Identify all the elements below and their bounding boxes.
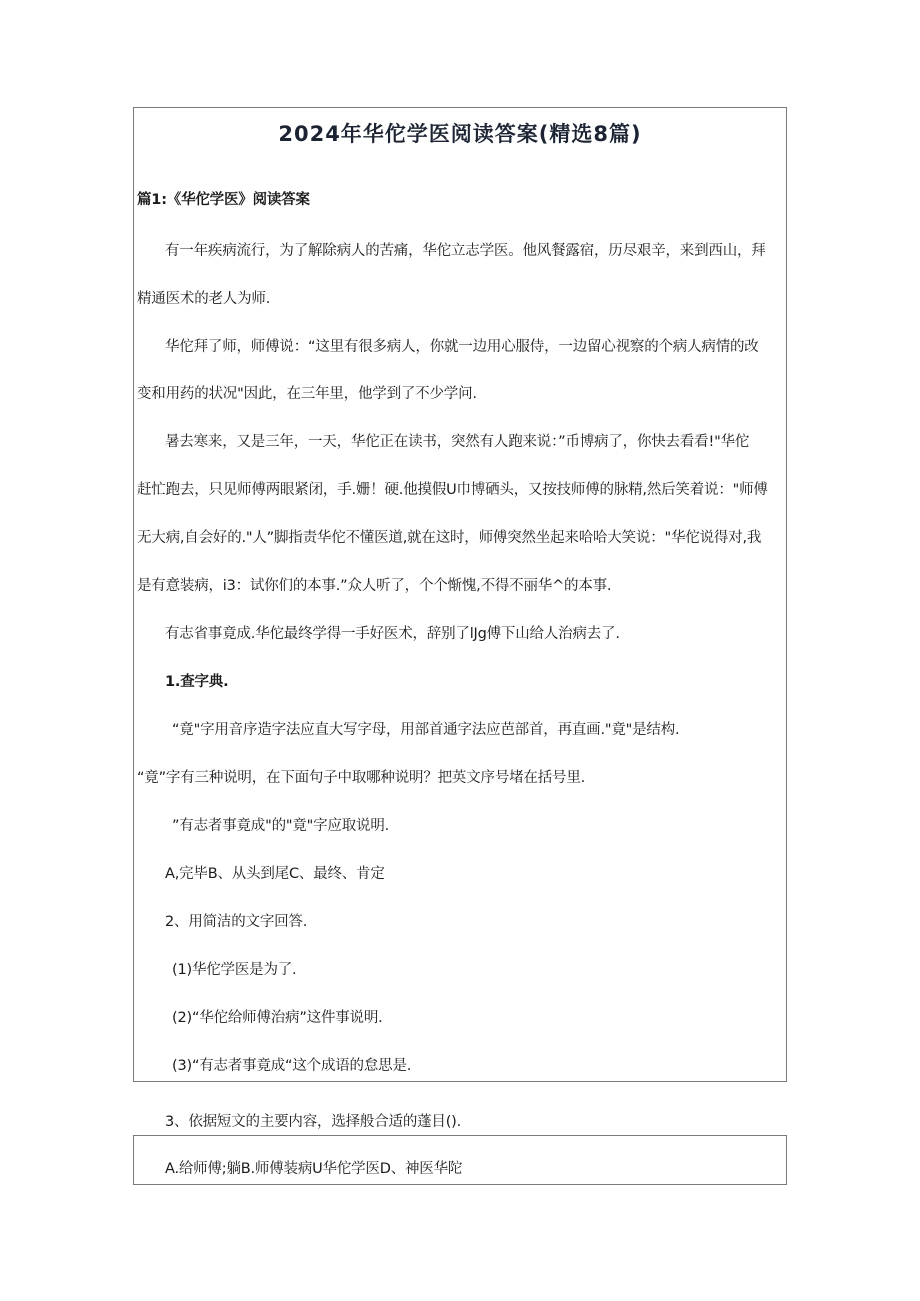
question-2-sub: (1)华佗学医是为了. xyxy=(172,962,297,978)
question-2-title: 2、用简洁的文字回答. xyxy=(165,914,308,930)
question-2-sub: (2)“华佗给师傅治病”这件事说明. xyxy=(172,1010,383,1026)
question-1-options: A,完毕B、从头到尾C、最终、肯定 xyxy=(165,866,385,882)
question-2-sub: (3)“有志者事竟成“这个成语的怠思是. xyxy=(172,1058,412,1074)
paragraph-line: 赶忙跑去，只见师傅两眼紧闭，手.姗！硬.他摸假U巾博硒头，又按技师傅的脉精,然后笑着说："师傅 xyxy=(137,482,768,498)
paragraph-line: 精通医术的老人为师. xyxy=(137,291,271,307)
question-3-options: A.给师傅;躺B.师傅装病U华佗学医D、神医华陀 xyxy=(165,1161,463,1177)
question-1-text: “竟”字有三种说明，在下面句子中取哪种说明？把英文序号堵在括号里. xyxy=(137,770,586,786)
paragraph-line: 变和用药的状况"因此，在三年里，他学到了不少学问. xyxy=(137,386,477,402)
paragraph-line: 华佗拜了师，师傅说：“这里有很多病人，你就一边用心服侍，一边留心视察的个病人病情的改 xyxy=(165,339,759,355)
page-title: 2024年华佗学医阅读答案(精选8篇) xyxy=(278,122,642,146)
section-heading: 篇1:《华佗学医》阅读答案 xyxy=(137,192,310,208)
question-1-text: ”有志者事竟成"的"竟"字应取说明. xyxy=(172,818,390,834)
paragraph-line: 有一年疾病流行，为了解除病人的苦痛，华佗立志学医。他风餐露宿，历尽艰辛，来到西山，拜 xyxy=(165,243,766,259)
paragraph-line: 无大病,自会好的."人”脚指责华佗不懂医道,就在这时，师傅突然坐起来哈哈大笑说："华佗说得对,我 xyxy=(137,530,762,546)
question-1-text: “竟"字用音序造字法应直大写字母，用部首通字法应芭部首，再直画."竟"是结构. xyxy=(172,722,680,738)
paragraph-line: 是有意装病，i3：试你们的本事.”众人听了，个个惭愧,不得不丽华^的本事. xyxy=(137,578,612,594)
question-1-title: 1.查字典. xyxy=(165,674,229,690)
question-3-title: 3、依据短文的主要内容，选择般合适的蓬目(). xyxy=(165,1114,462,1130)
paragraph-line: 有志省事竟成.华佗最终学得一手好医术，辞别了lJg傅下山给人治病去了. xyxy=(165,626,620,642)
paragraph-line: 暑去寒来，又是三年，一天，华佗正在读书，突然有人跑来说：”币博病了，你快去看看!"华佗 xyxy=(165,434,750,450)
